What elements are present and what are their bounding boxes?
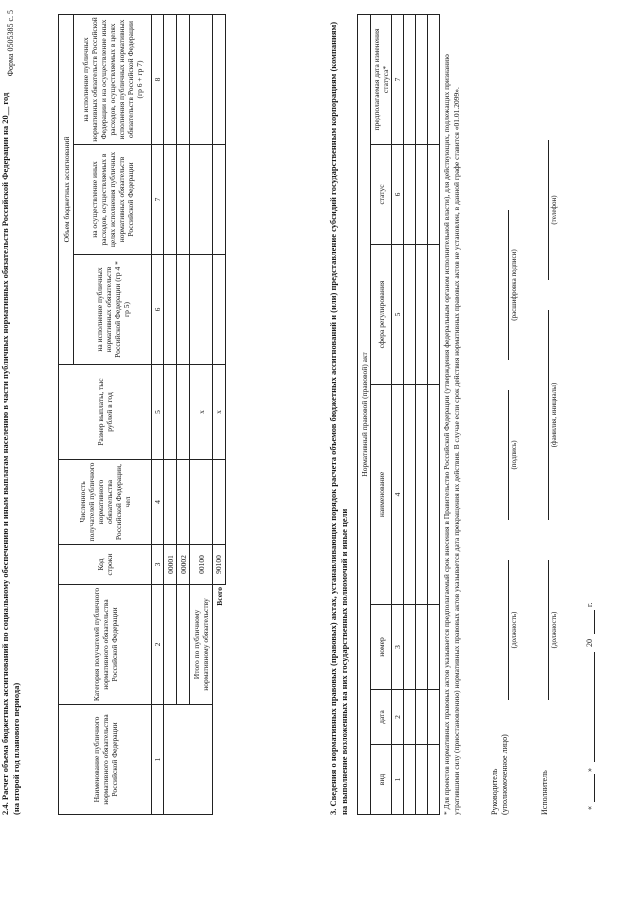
section-2-4-subtitle: (на второй год планового периода) [11, 682, 21, 815]
row-code: 00001 [164, 545, 177, 585]
footnote: * Для проектов нормативных правовых актов указывается предполагаемый срок внесения в Правительство Российской Федерации (утверждения федеральным органом исполнительной власти), для действующих, подлежащих признанию утратившими силу (приостановлению) нормативных правовых актов указывается дата прекращения их действия. В случае если срок действия нормативных правовых актов не установлен, в данной графе ставится «01.01.2099». [442, 54, 461, 815]
executor-phone-line[interactable] [548, 140, 549, 280]
section-3-table [357, 14, 440, 815]
head-label: Руководитель [490, 768, 499, 815]
cell [213, 460, 226, 545]
cell [213, 145, 226, 255]
date-year-line[interactable] [594, 610, 595, 634]
cell [164, 460, 177, 545]
table-row [164, 14, 177, 814]
section-3-title: 3. Сведения о нормативных правовых (правовых) актах, устанавливающих порядок расчета объемов бюджетных ассигнований и (или) представление субсидий государственным корпорациям (компаниям) на выполнение возложенных на них государственных полномочий и иные цели [328, 21, 349, 815]
hdr-status: статус [371, 145, 392, 245]
executor-label: Исполнитель [540, 770, 549, 815]
header-row [371, 14, 392, 814]
head-position-caption: (должность) [510, 611, 518, 649]
num-6: 6 [392, 145, 404, 245]
cell [177, 145, 190, 255]
act-header-row [358, 14, 371, 814]
hdr-category: Категория получателей публичного нормативного обязательства Российской Федерации [59, 585, 152, 705]
cell [164, 585, 177, 705]
cell [164, 14, 177, 144]
act-header: Нормативный правовой (правовой) акт [358, 14, 371, 814]
num-8: 8 [152, 14, 164, 144]
head-signature-line[interactable] [508, 390, 509, 520]
hdr-kind: вид [371, 745, 392, 815]
date-year-prefix: 20 [585, 639, 594, 647]
hdr-count: Численность получателей публичного нормативного обязательства Российской Федерации, чел [59, 460, 152, 545]
head-position-line[interactable] [508, 560, 509, 700]
hdr-scope: сфера регулирования [371, 245, 392, 385]
head-sublabel: (уполномоченное лицо) [500, 734, 509, 815]
date-month-line[interactable] [594, 652, 595, 762]
num-1: 1 [392, 745, 404, 815]
column-numbers-row [152, 14, 164, 814]
table-row [428, 14, 440, 814]
num-2: 2 [392, 690, 404, 745]
total-row [213, 14, 226, 814]
hdr-payment: Размер выплаты, тыс рублей в год [59, 365, 152, 460]
executor-fio-line[interactable] [548, 310, 549, 520]
hdr-col6: на исполнение публичных нормативных обязательств Российской Федерации (гр 4 * гр 5) [74, 255, 152, 365]
num-7: 7 [392, 14, 404, 144]
cell [190, 460, 213, 545]
head-signature-caption: (подпись) [510, 440, 518, 470]
hdr-status-date: предполагаемая дата изменения статуса* [371, 14, 392, 144]
executor-position-caption: (должность) [550, 611, 558, 649]
executor-position-line[interactable] [548, 560, 549, 700]
cell [164, 365, 177, 460]
total-code: 90100 [213, 545, 226, 585]
num-5: 5 [392, 245, 404, 385]
cell [177, 255, 190, 365]
hdr-group: Объем бюджетных ассигнований [59, 14, 74, 364]
cell-name [164, 705, 213, 815]
hdr-col8: на исполнение публичных нормативных обязательств Российской Федерации и на осуществление иных расходов, осуществляемых в целях исполнения публичных нормативных обязательств Российской Федерации (гр 6 + гр 7) [74, 14, 152, 144]
num-2: 2 [152, 585, 164, 705]
column-numbers-row [392, 14, 404, 814]
header-row-1 [59, 14, 74, 814]
num-1: 1 [152, 705, 164, 815]
total-label: Всего [213, 585, 226, 815]
num-4: 4 [392, 385, 404, 605]
head-decoding-caption: (расшифровка подписи) [510, 249, 518, 321]
num-7: 7 [152, 145, 164, 255]
cell [164, 145, 177, 255]
date-quote-open: « [585, 806, 594, 810]
cell [164, 255, 177, 365]
cell [213, 255, 226, 365]
num-3: 3 [152, 545, 164, 585]
date-quote-close: » [585, 768, 594, 772]
hdr-number: номер [371, 605, 392, 690]
cell [177, 14, 190, 144]
hdr-code: Код строки [59, 545, 152, 585]
num-3: 3 [392, 605, 404, 690]
hdr-date: дата [371, 690, 392, 745]
hdr-title: наименование [371, 385, 392, 605]
cell [190, 145, 213, 255]
table-row [404, 14, 416, 814]
date-year-suffix: г. [585, 602, 594, 607]
num-5: 5 [152, 365, 164, 460]
executor-phone-caption: (телефон) [550, 195, 558, 225]
subtotal-label: Итого по публичному нормативному обязательству [190, 585, 213, 705]
date-day-line[interactable] [594, 774, 595, 802]
subtotal-row [190, 14, 213, 814]
head-decoding-line[interactable] [508, 210, 509, 360]
table-row [416, 14, 428, 814]
table-row [177, 14, 190, 814]
section-2-4-table [58, 14, 226, 815]
num-4: 4 [152, 460, 164, 545]
section-2-4-title: 2.4. Расчет объема бюджетных ассигнований по социальному обеспечению и иным выплатам населению в части публичных нормативных обязательств Российской Федерации на 20__ год [0, 92, 10, 815]
hdr-col7: на осуществление иных расходов, осуществляемых в целях исполнения публичных нормативных обязательств Российской Федерации [74, 145, 152, 255]
x-mark: x [213, 365, 226, 460]
cell [190, 255, 213, 365]
row-code: 00002 [177, 545, 190, 585]
hdr-name: Наименование публичного нормативного обязательства Российской Федерации [59, 705, 152, 815]
cell [213, 14, 226, 144]
num-6: 6 [152, 255, 164, 365]
subtotal-code: 00100 [190, 545, 213, 585]
cell [190, 14, 213, 144]
cell [177, 460, 190, 545]
form-code: Форма 0505385 с. 5 [6, 10, 15, 77]
x-mark: x [190, 365, 213, 460]
executor-fio-caption: (фамилия, инициалы) [550, 382, 558, 448]
cell [177, 365, 190, 460]
cell [177, 585, 190, 705]
